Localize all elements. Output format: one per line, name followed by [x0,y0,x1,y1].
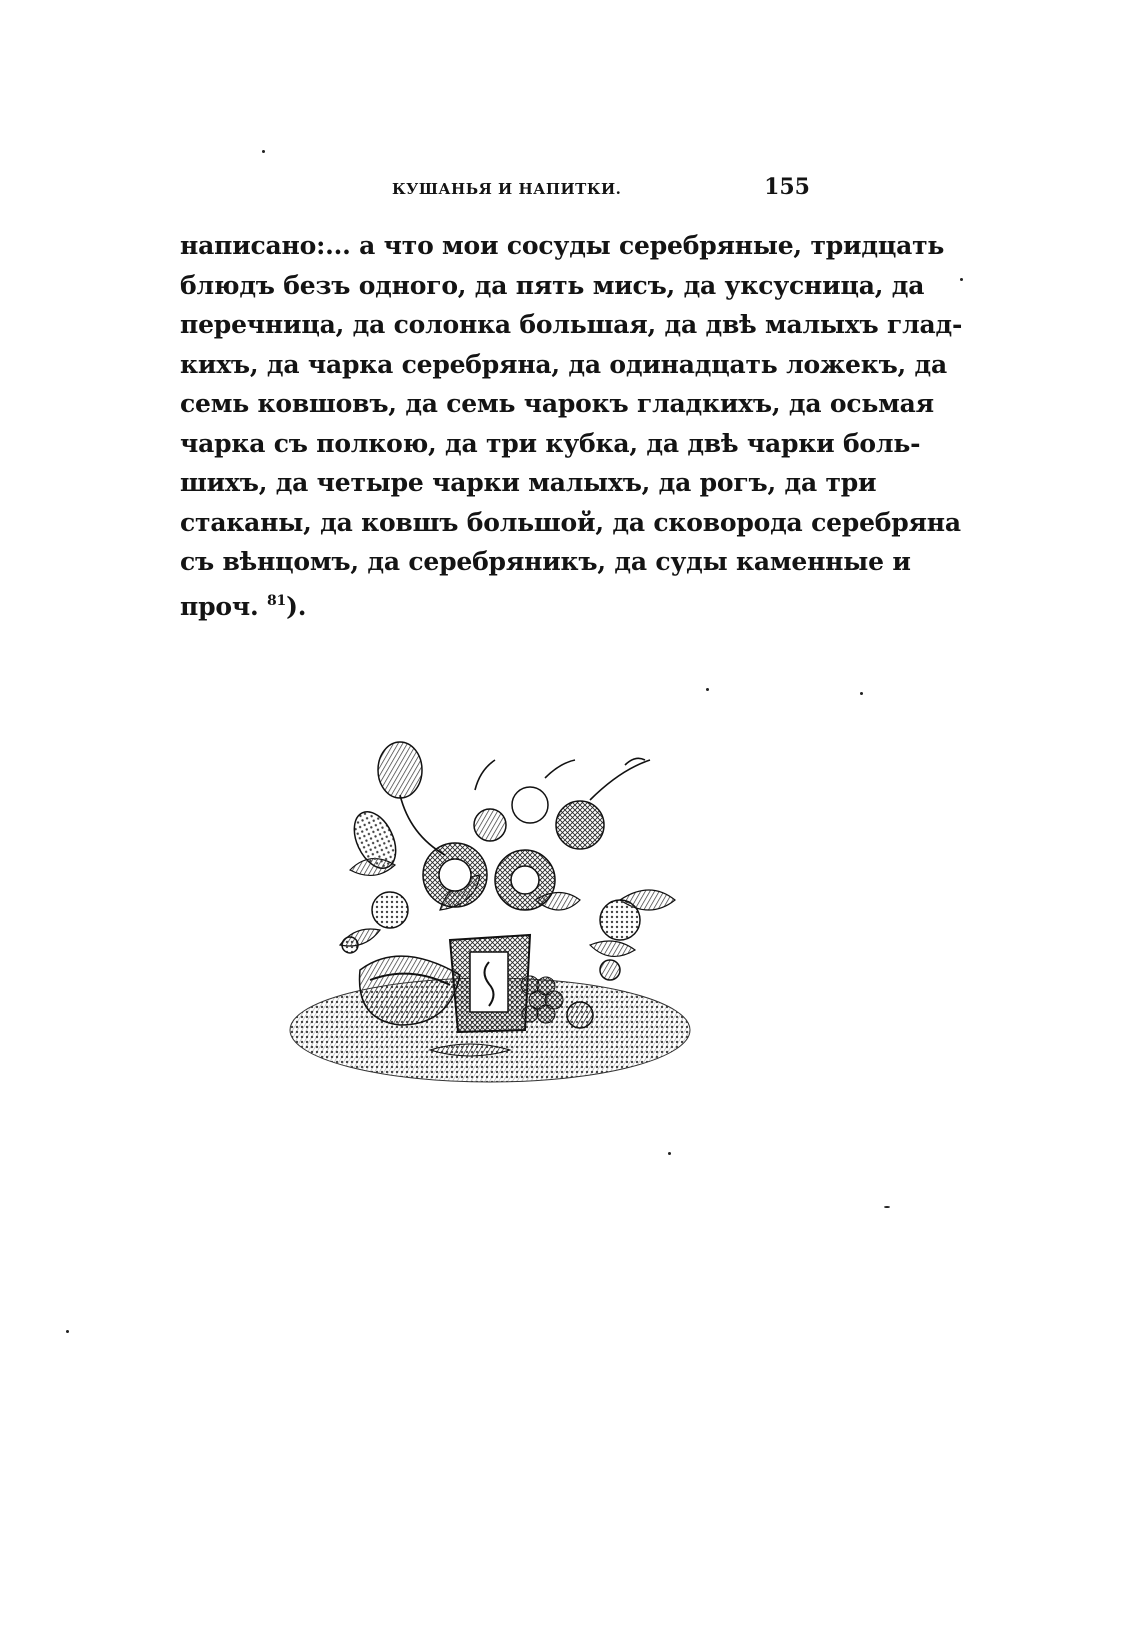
text-line: стаканы, да ковшъ большой, да сковорода серебряна [180,507,961,537]
paper-speck [884,1206,890,1208]
paper-speck [66,1330,69,1333]
last-line-text: проч. [180,591,259,621]
running-title: КУШАНЬЯ И НАПИТКИ. [392,180,622,198]
body-text [180,226,963,621]
running-head [180,174,810,208]
text-line: написано:... а что мои сосуды серебряные, тридцать [180,231,945,260]
last-line-end: ). [286,591,307,621]
text-line: семь ковшовъ, да семь чарокъ гладкихъ, да осьмая [180,389,934,418]
text-line: перечница, да солонка большая, да двѣ малыхъ глад- [180,310,963,339]
text-line: съ вѣнцомъ, да серебряникъ, да суды каменные и [180,547,911,576]
paper-speck [668,1152,671,1155]
text-line: шихъ, да четыре чарки малыхъ, да рогъ, да три [180,468,877,497]
text-line-last [180,582,810,622]
footnote-ref: 81 [266,592,287,609]
flower-basket-vignette-icon [290,730,710,1110]
page-number: 155 [764,174,810,200]
paper-speck [860,692,863,695]
text-line: чарка съ полкою, да три кубка, да двѣ чарки боль- [180,428,921,458]
paper-speck [706,688,709,691]
text-line: кихъ, да чарка серебряна, да одинадцать ложекъ, да [180,349,948,379]
paper-speck [262,150,265,153]
text-line: блюдъ безъ одного, да пять мисъ, да уксусница, да [180,270,925,300]
paper-speck [960,278,963,281]
